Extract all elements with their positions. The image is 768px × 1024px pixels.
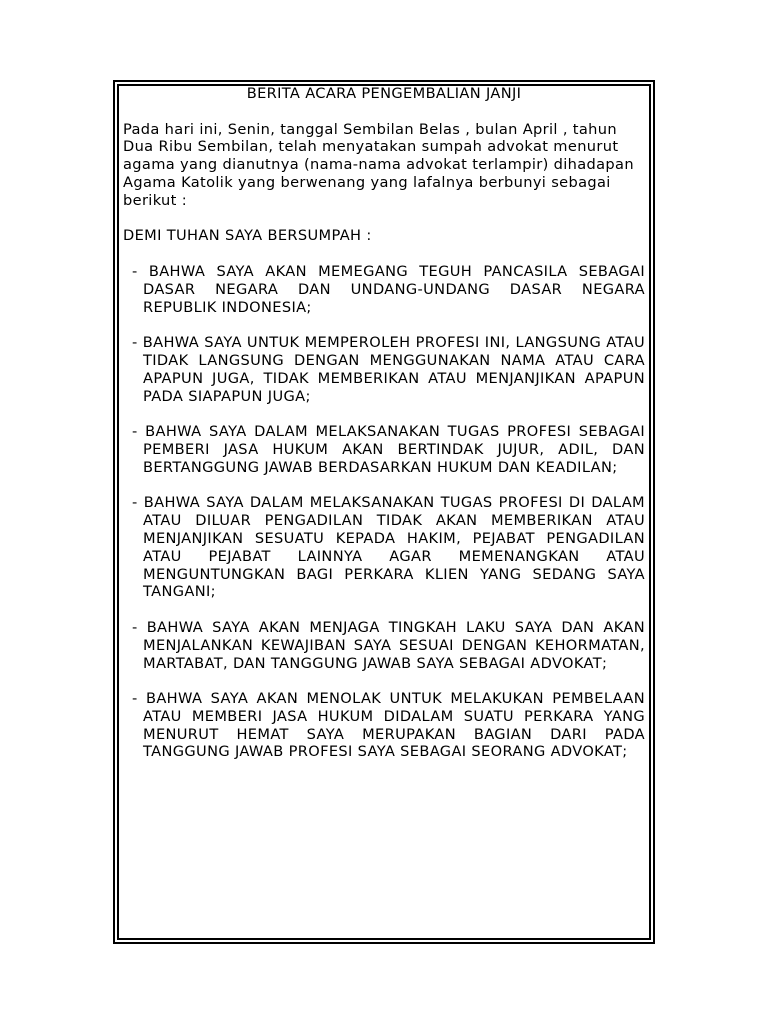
document-title: BERITA ACARA PENGEMBALIAN JANJI	[246, 85, 522, 102]
oath-clause-3: - BAHWA SAYA DALAM MELAKSANAKAN TUGAS PROFESI SEBAGAI PEMBERI JASA HUKUM AKAN BERTINDAK JUJUR, ADIL, DAN BERTANGGUNG JAWAB BERDASARKAN HUKUM DAN KEADILAN;	[132, 423, 645, 476]
intro-paragraph: Pada hari ini, Senin, tanggal Sembilan Belas , bulan April , tahun Dua Ribu Sembilan, telah menyatakan sumpah advokat menurut agama yang dianutnya (nama-nama advokat terlampir) dihadapan Agama Katolik yang berwenang yang lafalnya berbunyi sebagai berikut :	[123, 120, 634, 209]
oath-clause-4: - BAHWA SAYA DALAM MELAKSANAKAN TUGAS PROFESI DI DALAM ATAU DILUAR PENGADILAN TIDAK AKAN MEMBERIKAN ATAU MENJANJIKAN SESUATU KEPADA HAKIM, PEJABAT PENGADILAN ATAU PEJABAT LAINNYA AGAR MEMENANGKAN ATAU MENGUNTUNGKAN BAGI PERKARA KLIEN YANG SEDANG SAYA TANGANI;	[132, 494, 645, 601]
oath-clause-5: - BAHWA SAYA AKAN MENJAGA TINGKAH LAKU SAYA DAN AKAN MENJALANKAN KEWAJIBAN SAYA SESUAI DENGAN KEHORMATAN, MARTABAT, DAN TANGGUNG JAWAB SAYA SEBAGAI ADVOKAT;	[132, 618, 645, 672]
oath-clause-6: - BAHWA SAYA AKAN MENOLAK UNTUK MELAKUKAN PEMBELAAN ATAU MEMBERI JASA HUKUM DIDALAM SUATU PERKARA YANG MENURUT HEMAT SAYA MERUPAKAN BAGIAN DARI PADA TANGGUNG JAWAB PROFESI SAYA SEBAGAI SEORANG ADVOKAT;	[132, 690, 645, 761]
oath-clause-2: - BAHWA SAYA UNTUK MEMPEROLEH PROFESI INI, LANGSUNG ATAU TIDAK LANGSUNG DENGAN MENGGUNAKAN NAMA ATAU CARA APAPUN JUGA, TIDAK MEMBERIKAN ATAU MENJANJIKAN APAPUN PADA SIAPAPUN JUGA;	[132, 334, 645, 405]
oath-clause-1: - BAHWA SAYA AKAN MEMEGANG TEGUH PANCASILA SEBAGAI DASAR NEGARA DAN UNDANG-UNDANG DASAR NEGARA REPUBLIK INDONESIA;	[132, 262, 645, 316]
oath-opening: DEMI TUHAN SAYA BERSUMPAH :	[123, 227, 372, 245]
document-body	[123, 85, 645, 779]
